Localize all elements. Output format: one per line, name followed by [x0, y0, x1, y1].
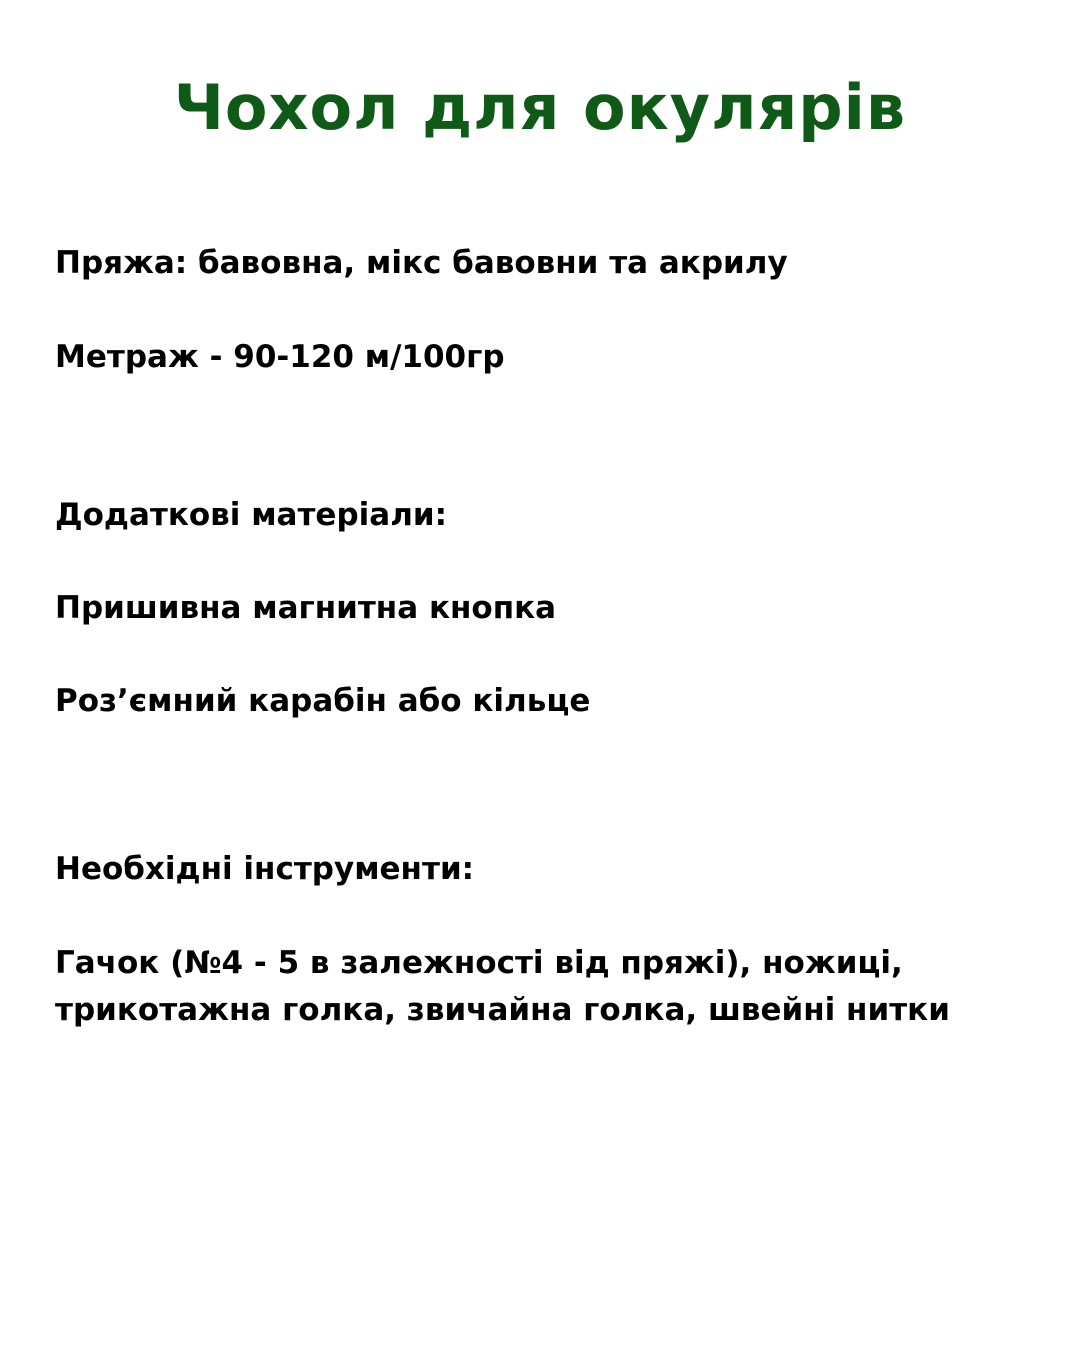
- materials-item: Пришивна магнитна кнопка: [55, 590, 557, 626]
- page-title: Чохол для окулярів: [173, 71, 907, 144]
- tools-text-line: трикотажна голка, звичайна голка, швейні нитки: [55, 992, 950, 1028]
- tools-text-line: Гачок (№4 - 5 в залежності від пряжі), ножиці,: [55, 945, 903, 981]
- materials-heading: Додаткові матеріали:: [55, 497, 448, 533]
- materials-item: Роз’ємний карабін або кільце: [55, 683, 591, 719]
- tools-heading: Необхідні інструменти:: [55, 851, 475, 887]
- yarn-text: Пряжа: бавовна, мікс бавовни та акрилу: [55, 245, 788, 281]
- length-text: Метраж - 90-120 м/100гр: [55, 339, 505, 375]
